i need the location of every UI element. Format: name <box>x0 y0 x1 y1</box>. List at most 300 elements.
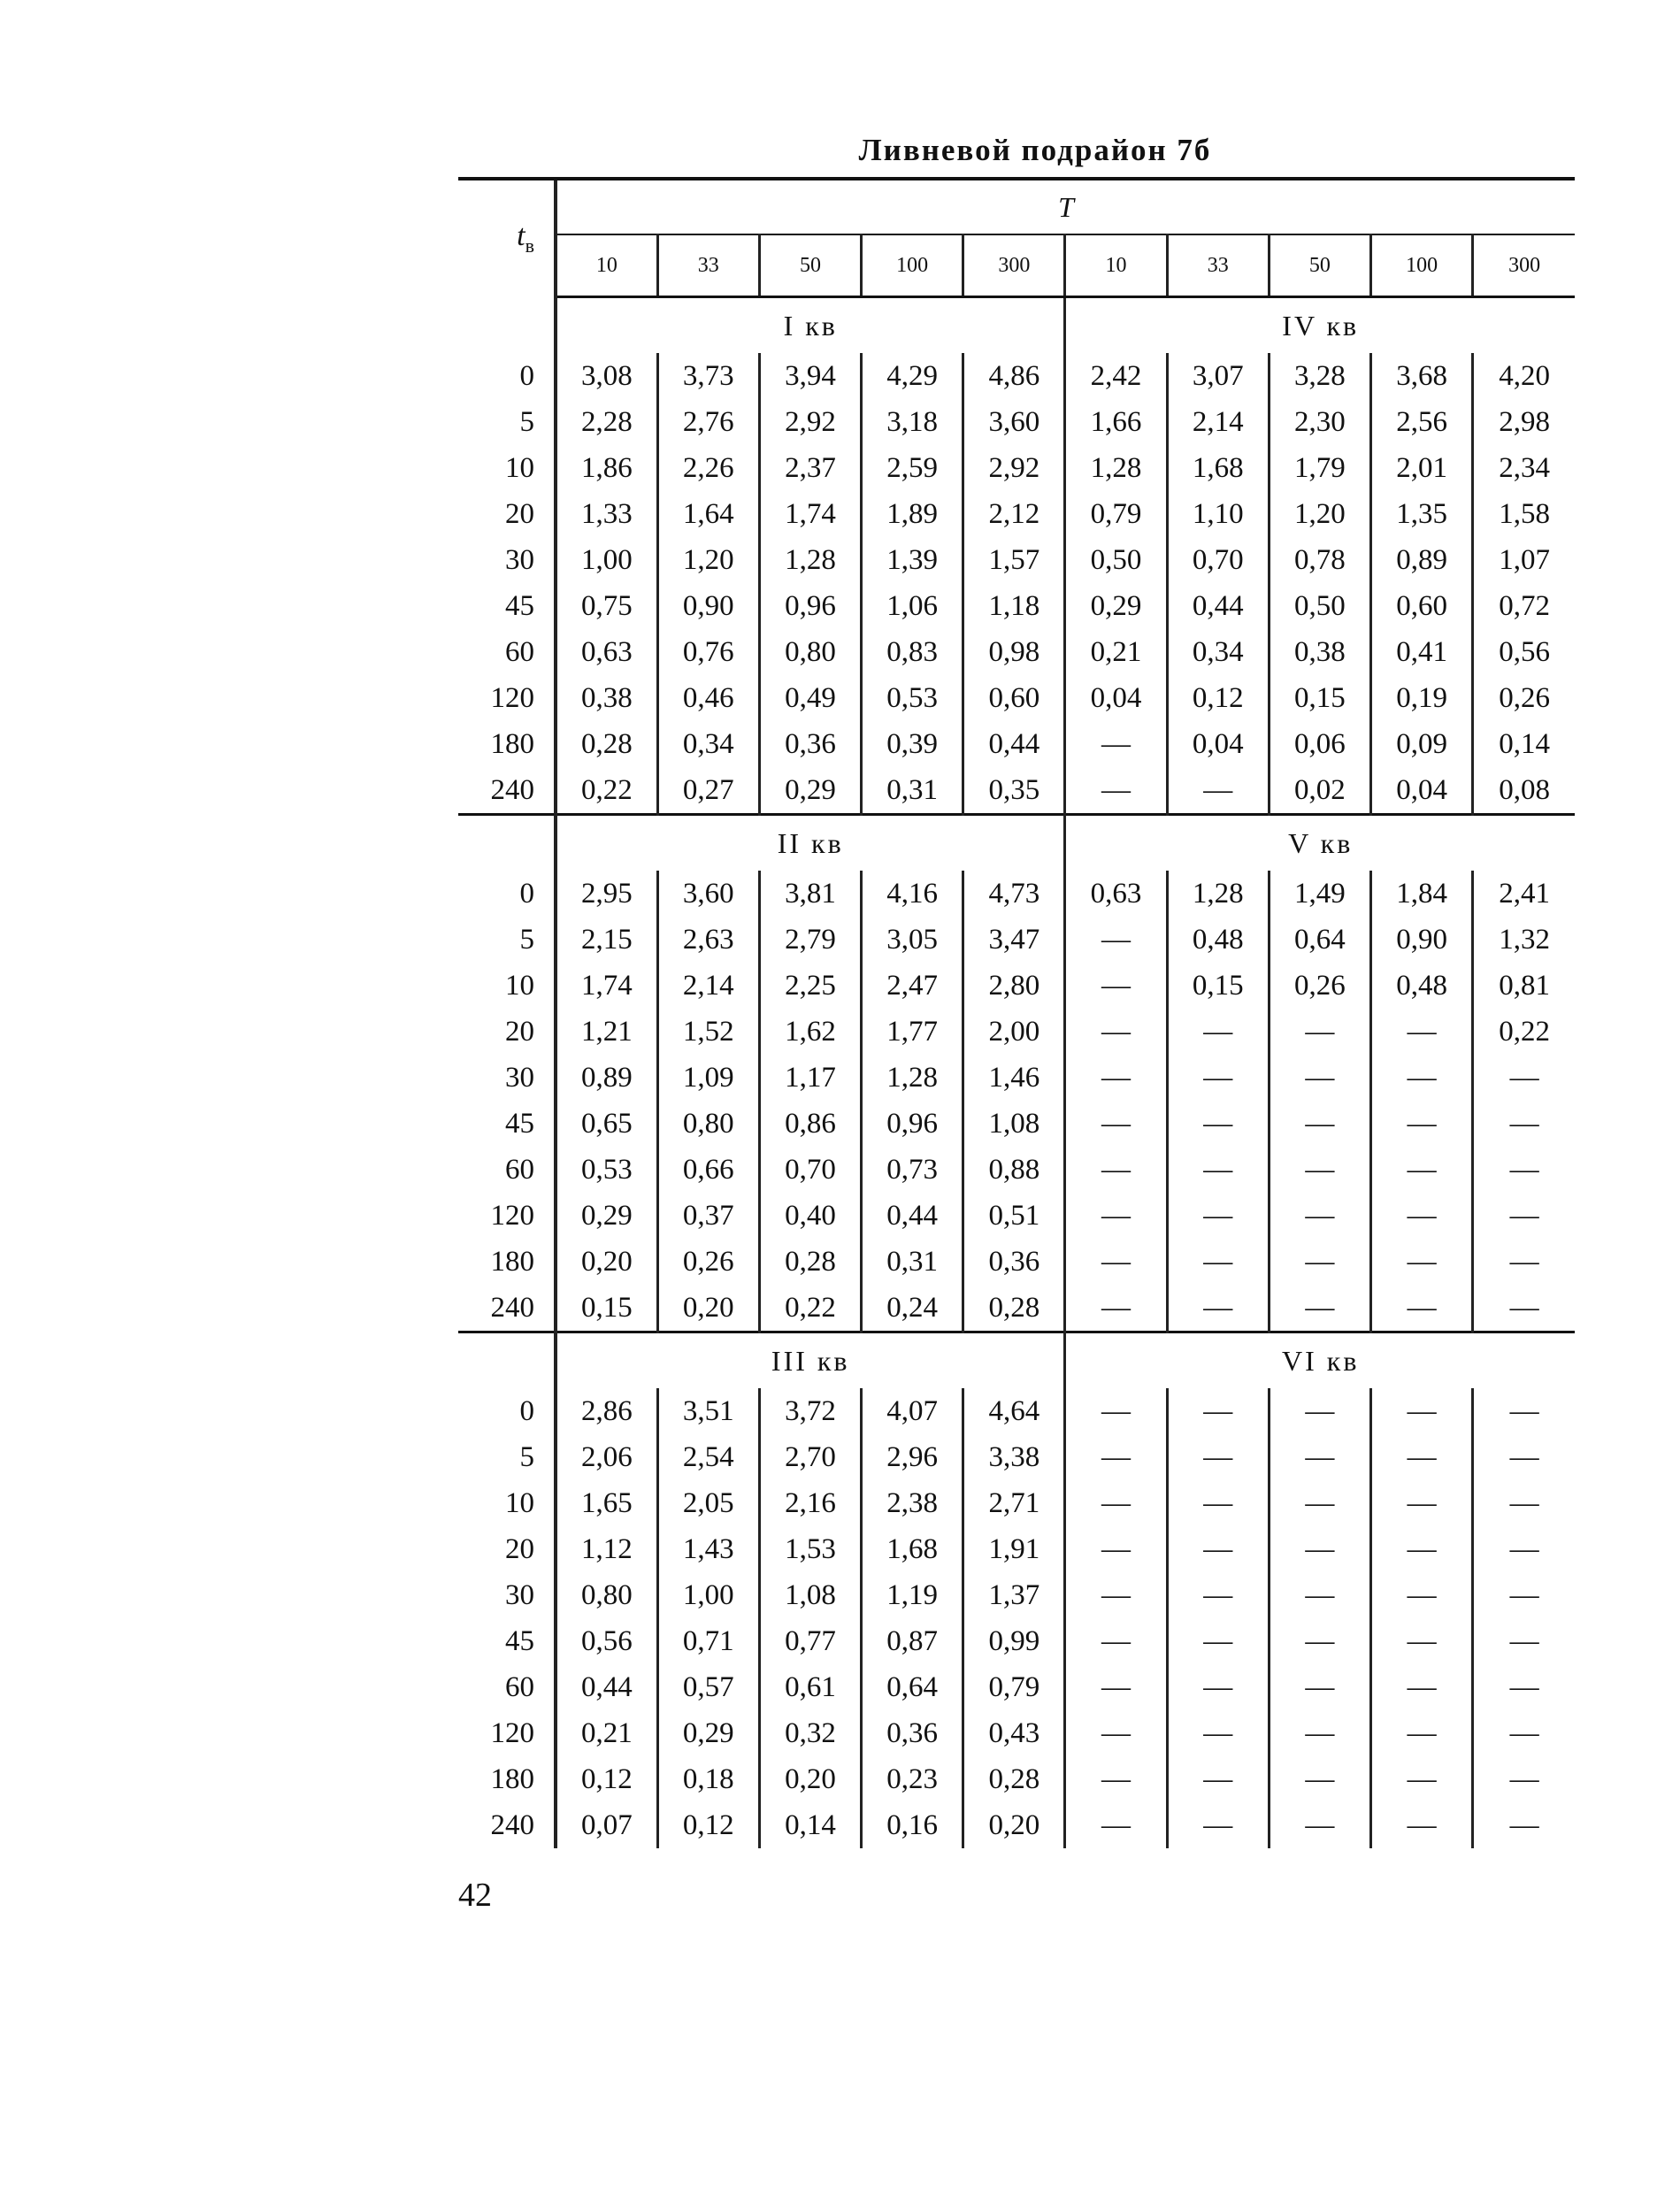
table-cell: 0,44 <box>556 1664 657 1710</box>
table-cell: 0,96 <box>759 583 861 629</box>
row-label: 5 <box>519 405 534 438</box>
table-row <box>458 917 1575 963</box>
table-cell: 2,63 <box>657 917 759 963</box>
section-label-left: II кв <box>556 815 1065 871</box>
table-cell: 0,38 <box>556 675 657 721</box>
section-header-row <box>458 297 1575 354</box>
row-label: 120 <box>490 1199 534 1232</box>
table-cell: 0,96 <box>862 1101 963 1147</box>
table-cell: 0,60 <box>1371 583 1473 629</box>
row-label: 45 <box>505 1624 534 1657</box>
table-cell: 0,39 <box>862 721 963 767</box>
table-cell: 2,79 <box>759 917 861 963</box>
table-row <box>458 1009 1575 1055</box>
table-cell: 0,99 <box>963 1618 1065 1664</box>
table-cell: 0,24 <box>862 1285 963 1332</box>
table-cell: 2,86 <box>556 1388 657 1434</box>
row-label: 0 <box>519 359 534 392</box>
table-cell: 0,89 <box>556 1055 657 1101</box>
table-cell: 0,36 <box>963 1239 1065 1285</box>
table-cell: — <box>1167 1756 1269 1802</box>
table-cell: 0,51 <box>963 1193 1065 1239</box>
table-cell: 0,81 <box>1473 963 1575 1009</box>
table-cell: 1,68 <box>1167 445 1269 491</box>
table-cell: 3,72 <box>759 1388 861 1434</box>
table-cell: 0,22 <box>759 1285 861 1332</box>
table-cell: — <box>1167 1802 1269 1848</box>
table-cell: 0,63 <box>556 629 657 675</box>
table-cell: 0,34 <box>1167 629 1269 675</box>
table-cell: — <box>1371 1101 1473 1147</box>
table-cell: 3,47 <box>963 917 1065 963</box>
table-cell: — <box>1065 1710 1167 1756</box>
table-cell: 2,76 <box>657 399 759 445</box>
table-cell: 2,15 <box>556 917 657 963</box>
table-cell: 0,75 <box>556 583 657 629</box>
table-cell: — <box>1269 1618 1370 1664</box>
table-cell: 0,86 <box>759 1101 861 1147</box>
table-cell: 1,57 <box>963 537 1065 583</box>
table-cell: 3,60 <box>657 871 759 917</box>
table-cell: — <box>1371 1664 1473 1710</box>
section-label-right: V кв <box>1065 815 1575 871</box>
table-cell: 0,28 <box>963 1285 1065 1332</box>
table-cell: 2,47 <box>862 963 963 1009</box>
section-header-blank <box>458 1332 556 1389</box>
table-cell: 0,22 <box>556 767 657 815</box>
table-cell: 0,04 <box>1167 721 1269 767</box>
table-cell: 0,29 <box>1065 583 1167 629</box>
table-cell: — <box>1473 1618 1575 1664</box>
table-cell: 1,06 <box>862 583 963 629</box>
table-cell: — <box>1371 1618 1473 1664</box>
table-cell: 1,28 <box>1065 445 1167 491</box>
table-cell: 1,20 <box>1269 491 1370 537</box>
table-cell: 2,14 <box>657 963 759 1009</box>
table-cell: 3,81 <box>759 871 861 917</box>
table-cell: — <box>1167 767 1269 815</box>
table-cell: 0,80 <box>556 1572 657 1618</box>
table-cell: 0,89 <box>1371 537 1473 583</box>
table-cell: — <box>1269 1193 1370 1239</box>
row-label: 30 <box>505 1578 534 1611</box>
table-cell: — <box>1371 1802 1473 1848</box>
table-cell: 0,53 <box>556 1147 657 1193</box>
table-cell: 0,64 <box>862 1664 963 1710</box>
table-cell: — <box>1371 1434 1473 1480</box>
group-label-header: T <box>556 179 1575 234</box>
table-row <box>458 1756 1575 1802</box>
table-cell: 0,21 <box>1065 629 1167 675</box>
table-cell: 0,29 <box>759 767 861 815</box>
table-row <box>458 1618 1575 1664</box>
table-cell: — <box>1473 1480 1575 1526</box>
table-cell: — <box>1473 1802 1575 1848</box>
table-row <box>458 629 1575 675</box>
table-cell: — <box>1269 1055 1370 1101</box>
table-cell: 1,20 <box>657 537 759 583</box>
table-cell: — <box>1065 917 1167 963</box>
table-cell: — <box>1167 1388 1269 1434</box>
row-label: 0 <box>519 877 534 910</box>
table-cell: 1,84 <box>1371 871 1473 917</box>
table-cell: 0,48 <box>1167 917 1269 963</box>
table-cell: 1,28 <box>1167 871 1269 917</box>
table-cell: 1,28 <box>759 537 861 583</box>
table-cell: — <box>1371 1756 1473 1802</box>
table-cell: — <box>1065 1388 1167 1434</box>
table-cell: — <box>1269 1664 1370 1710</box>
table-cell: — <box>1473 1285 1575 1332</box>
table-cell: — <box>1167 1285 1269 1332</box>
table-cell: 0,98 <box>963 629 1065 675</box>
table-row <box>458 963 1575 1009</box>
table-cell: 0,76 <box>657 629 759 675</box>
table-cell: — <box>1269 1009 1370 1055</box>
table-cell: 1,49 <box>1269 871 1370 917</box>
table-cell: 0,61 <box>759 1664 861 1710</box>
table-row <box>458 1101 1575 1147</box>
table-row <box>458 1388 1575 1434</box>
table-cell: — <box>1065 1193 1167 1239</box>
table-cell: 1,07 <box>1473 537 1575 583</box>
row-label: 180 <box>490 727 534 760</box>
row-label: 180 <box>490 1762 534 1795</box>
table-cell: 1,46 <box>963 1055 1065 1101</box>
table-cell: 0,36 <box>759 721 861 767</box>
table-cell: 2,16 <box>759 1480 861 1526</box>
column-header: 300 <box>1473 234 1575 297</box>
table-cell: — <box>1065 1101 1167 1147</box>
row-label: 60 <box>505 1153 534 1186</box>
table-cell: 2,56 <box>1371 399 1473 445</box>
row-label: 0 <box>519 1394 534 1427</box>
table-cell: 0,72 <box>1473 583 1575 629</box>
table-cell: 4,29 <box>862 353 963 399</box>
table-cell: — <box>1167 1480 1269 1526</box>
table-cell: 0,36 <box>862 1710 963 1756</box>
table-cell: 0,83 <box>862 629 963 675</box>
table-row <box>458 675 1575 721</box>
table-cell: 1,08 <box>759 1572 861 1618</box>
table-cell: — <box>1473 1101 1575 1147</box>
table-cell: 0,44 <box>963 721 1065 767</box>
row-label: 240 <box>490 773 534 806</box>
table-cell: — <box>1371 1572 1473 1618</box>
table-cell: 0,32 <box>759 1710 861 1756</box>
table-cell: 1,65 <box>556 1480 657 1526</box>
table-cell: — <box>1065 1664 1167 1710</box>
table-cell: 0,46 <box>657 675 759 721</box>
table-cell: 0,73 <box>862 1147 963 1193</box>
table-cell: — <box>1371 1009 1473 1055</box>
table-row <box>458 1434 1575 1480</box>
table-cell: 0,26 <box>1269 963 1370 1009</box>
table-cell: 2,71 <box>963 1480 1065 1526</box>
section-header-row <box>458 1332 1575 1389</box>
table-cell: 0,15 <box>1269 675 1370 721</box>
table-cell: 1,77 <box>862 1009 963 1055</box>
table-cell: — <box>1167 1193 1269 1239</box>
table-row <box>458 1480 1575 1526</box>
table-cell: 2,41 <box>1473 871 1575 917</box>
table-row <box>458 1285 1575 1332</box>
table-cell: 0,07 <box>556 1802 657 1848</box>
table-cell: — <box>1269 1101 1370 1147</box>
table-cell: — <box>1473 1756 1575 1802</box>
table-cell: 0,77 <box>759 1618 861 1664</box>
table-cell: — <box>1269 1526 1370 1572</box>
table-cell: 0,31 <box>862 767 963 815</box>
table-cell: 1,53 <box>759 1526 861 1572</box>
table-cell: 2,70 <box>759 1434 861 1480</box>
table-cell: 2,14 <box>1167 399 1269 445</box>
table-cell: 3,18 <box>862 399 963 445</box>
table-cell: 2,00 <box>963 1009 1065 1055</box>
table-cell: 1,18 <box>963 583 1065 629</box>
table-cell: 4,86 <box>963 353 1065 399</box>
table-cell: 2,92 <box>963 445 1065 491</box>
table-cell: — <box>1371 1526 1473 1572</box>
table-cell: 1,12 <box>556 1526 657 1572</box>
table-cell: 0,29 <box>556 1193 657 1239</box>
row-label: 120 <box>490 1716 534 1749</box>
table-cell: 3,38 <box>963 1434 1065 1480</box>
table-row <box>458 1526 1575 1572</box>
column-header: 50 <box>759 234 861 297</box>
table-cell: 0,44 <box>1167 583 1269 629</box>
table-cell: 0,79 <box>963 1664 1065 1710</box>
table-cell: 2,05 <box>657 1480 759 1526</box>
table-cell: 1,17 <box>759 1055 861 1101</box>
table-cell: 0,37 <box>657 1193 759 1239</box>
table-cell: — <box>1371 1239 1473 1285</box>
table-cell: 2,06 <box>556 1434 657 1480</box>
table-cell: 0,63 <box>1065 871 1167 917</box>
table-cell: 3,73 <box>657 353 759 399</box>
row-label: 20 <box>505 1015 534 1048</box>
column-header: 10 <box>556 234 657 297</box>
column-header: 33 <box>1167 234 1269 297</box>
table-cell: 1,79 <box>1269 445 1370 491</box>
table-cell: 1,32 <box>1473 917 1575 963</box>
table-cell: 1,21 <box>556 1009 657 1055</box>
table-cell: 0,35 <box>963 767 1065 815</box>
table-cell: 1,64 <box>657 491 759 537</box>
table-cell: — <box>1065 1285 1167 1332</box>
table-cell: — <box>1167 1239 1269 1285</box>
table-cell: 0,34 <box>657 721 759 767</box>
table-cell: 1,66 <box>1065 399 1167 445</box>
table-row <box>458 353 1575 399</box>
table-cell: 0,80 <box>759 629 861 675</box>
table-row <box>458 721 1575 767</box>
table-cell: 0,79 <box>1065 491 1167 537</box>
column-header: 300 <box>963 234 1065 297</box>
table-cell: 0,20 <box>657 1285 759 1332</box>
table-cell: 0,31 <box>862 1239 963 1285</box>
table-cell: 0,06 <box>1269 721 1370 767</box>
table-cell: 0,41 <box>1371 629 1473 675</box>
table-row <box>458 1147 1575 1193</box>
table-cell: 1,33 <box>556 491 657 537</box>
row-label: 10 <box>505 969 534 1002</box>
table-cell: 1,52 <box>657 1009 759 1055</box>
table-cell: — <box>1065 721 1167 767</box>
table-title: Ливневой подрайон 7б <box>858 133 1212 167</box>
table-row <box>458 767 1575 815</box>
table-row <box>458 399 1575 445</box>
table-cell: 1,74 <box>759 491 861 537</box>
table-cell: — <box>1371 1710 1473 1756</box>
table-row <box>458 1239 1575 1285</box>
table-cell: 3,51 <box>657 1388 759 1434</box>
table-row <box>458 871 1575 917</box>
table-cell: — <box>1167 1101 1269 1147</box>
table-cell: 2,96 <box>862 1434 963 1480</box>
table-cell: — <box>1065 1009 1167 1055</box>
table-cell: 0,53 <box>862 675 963 721</box>
table-cell: 1,10 <box>1167 491 1269 537</box>
table-cell: 0,38 <box>1269 629 1370 675</box>
row-label: 5 <box>519 923 534 956</box>
table-cell: — <box>1167 1710 1269 1756</box>
table-cell: 0,50 <box>1269 583 1370 629</box>
table-cell: — <box>1371 1055 1473 1101</box>
table-cell: 0,28 <box>963 1756 1065 1802</box>
table-row <box>458 537 1575 583</box>
table-cell: 0,66 <box>657 1147 759 1193</box>
table-row <box>458 1802 1575 1848</box>
table-cell: 3,28 <box>1269 353 1370 399</box>
table-cell: 2,26 <box>657 445 759 491</box>
table-cell: — <box>1167 1618 1269 1664</box>
row-label: 10 <box>505 1486 534 1519</box>
table-cell: 0,18 <box>657 1756 759 1802</box>
table-cell: 0,23 <box>862 1756 963 1802</box>
table-row <box>458 491 1575 537</box>
table-cell: 0,15 <box>1167 963 1269 1009</box>
table-cell: 0,27 <box>657 767 759 815</box>
table-cell: — <box>1269 1285 1370 1332</box>
table-cell: — <box>1065 1526 1167 1572</box>
table-cell: 1,09 <box>657 1055 759 1101</box>
table-cell: 1,00 <box>556 537 657 583</box>
table-row <box>458 583 1575 629</box>
table-cell: 2,12 <box>963 491 1065 537</box>
table-cell: — <box>1473 1147 1575 1193</box>
table-cell: 0,04 <box>1371 767 1473 815</box>
table-cell: 1,58 <box>1473 491 1575 537</box>
table-cell: 3,94 <box>759 353 861 399</box>
table-cell: 0,78 <box>1269 537 1370 583</box>
table-cell: 0,80 <box>657 1101 759 1147</box>
table-row <box>458 1572 1575 1618</box>
table-cell: 2,28 <box>556 399 657 445</box>
row-label: 60 <box>505 635 534 668</box>
table-cell: 2,42 <box>1065 353 1167 399</box>
table-cell: — <box>1167 1526 1269 1572</box>
table-cell: — <box>1473 1526 1575 1572</box>
table-body <box>458 297 1575 1849</box>
table-cell: 4,73 <box>963 871 1065 917</box>
table-cell: — <box>1473 1055 1575 1101</box>
table-row <box>458 1664 1575 1710</box>
table-cell: 0,14 <box>1473 721 1575 767</box>
table-cell: 1,91 <box>963 1526 1065 1572</box>
table-cell: 1,86 <box>556 445 657 491</box>
table-cell: 3,08 <box>556 353 657 399</box>
table-cell: — <box>1269 1802 1370 1848</box>
section-header-blank <box>458 297 556 354</box>
table-header <box>458 179 1575 297</box>
table-cell: 2,95 <box>556 871 657 917</box>
table-cell: 1,62 <box>759 1009 861 1055</box>
table-cell: — <box>1371 1147 1473 1193</box>
column-header: 33 <box>657 234 759 297</box>
table-cell: 0,28 <box>556 721 657 767</box>
table-cell: 0,28 <box>759 1239 861 1285</box>
column-header: 100 <box>1371 234 1473 297</box>
table-cell: 0,57 <box>657 1664 759 1710</box>
table-cell: 0,90 <box>1371 917 1473 963</box>
column-header: 50 <box>1269 234 1370 297</box>
table-cell: — <box>1167 1664 1269 1710</box>
table-row <box>458 1193 1575 1239</box>
table-cell: 1,08 <box>963 1101 1065 1147</box>
table-cell: 2,98 <box>1473 399 1575 445</box>
table-cell: — <box>1269 1480 1370 1526</box>
column-header: 10 <box>1065 234 1167 297</box>
table-cell: 3,68 <box>1371 353 1473 399</box>
table-cell: 2,92 <box>759 399 861 445</box>
table-cell: — <box>1167 1009 1269 1055</box>
row-label: 240 <box>490 1291 534 1324</box>
table-cell: — <box>1065 1618 1167 1664</box>
table-cell: — <box>1269 1388 1370 1434</box>
table-cell: — <box>1371 1388 1473 1434</box>
table-cell: 0,20 <box>759 1756 861 1802</box>
table-cell: 4,07 <box>862 1388 963 1434</box>
table-cell: 0,12 <box>556 1756 657 1802</box>
table-cell: 0,70 <box>759 1147 861 1193</box>
row-label-header: $t_в$ <box>458 179 556 297</box>
table-cell: — <box>1473 1434 1575 1480</box>
row-label: 60 <box>505 1670 534 1703</box>
table-cell: 0,09 <box>1371 721 1473 767</box>
table-cell: — <box>1269 1434 1370 1480</box>
table-cell: 1,37 <box>963 1572 1065 1618</box>
table-cell: 0,20 <box>963 1802 1065 1848</box>
table-cell: 0,12 <box>657 1802 759 1848</box>
table-cell: 0,65 <box>556 1101 657 1147</box>
section-header-row <box>458 815 1575 871</box>
table-cell: 1,28 <box>862 1055 963 1101</box>
section-label-right: VI кв <box>1065 1332 1575 1389</box>
table-cell: 1,19 <box>862 1572 963 1618</box>
table-cell: 0,60 <box>963 675 1065 721</box>
table-cell: 0,21 <box>556 1710 657 1756</box>
table-cell: 1,00 <box>657 1572 759 1618</box>
row-label: 120 <box>490 681 534 714</box>
table-cell: — <box>1065 1572 1167 1618</box>
table-cell: — <box>1065 1055 1167 1101</box>
table-cell: — <box>1371 1193 1473 1239</box>
table-row <box>458 445 1575 491</box>
table-cell: — <box>1065 1802 1167 1848</box>
table-cell: 0,71 <box>657 1618 759 1664</box>
table-cell: 0,90 <box>657 583 759 629</box>
